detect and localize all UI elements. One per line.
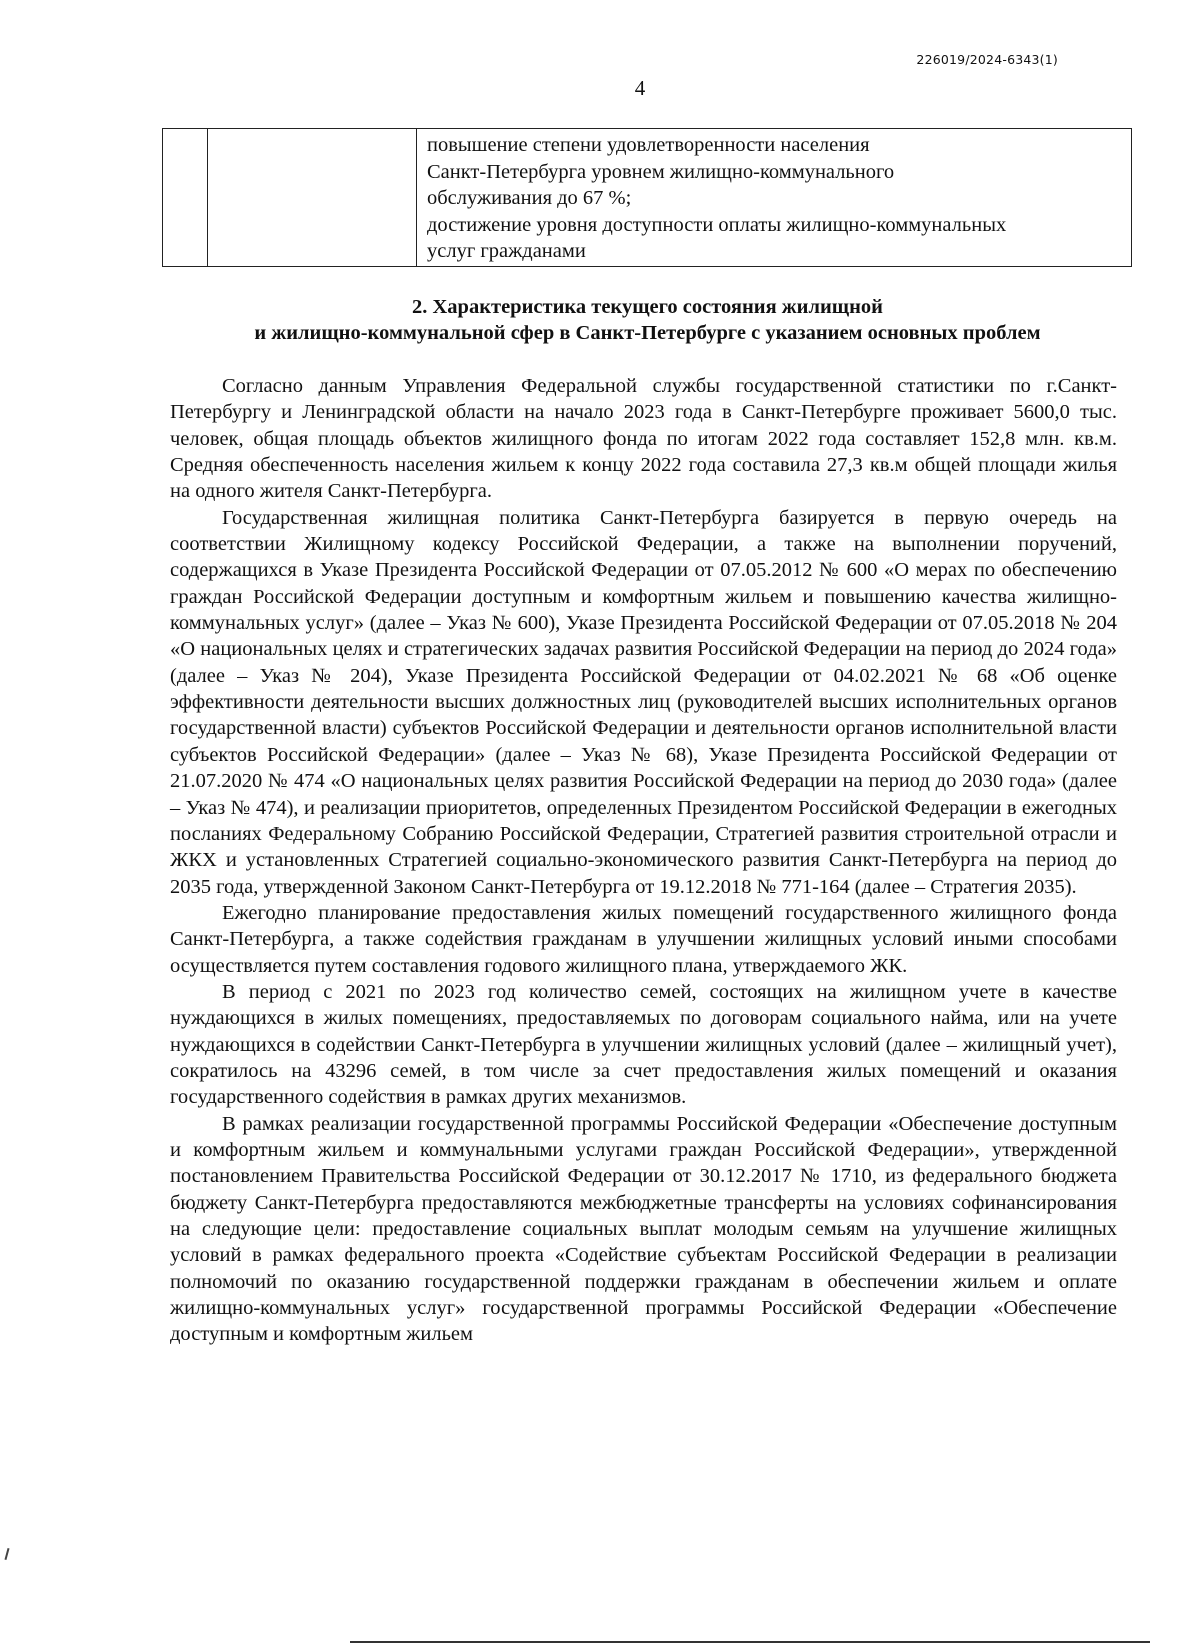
section-heading-line: и жилищно-коммунальной сфер в Санкт-Петербурге с указанием основных проблем: [254, 322, 1041, 344]
paragraph: Государственная жилищная политика Санкт-Петербурга базируется в первую очередь на соответствии Жилищному кодексу Российской Федерации, а также на выполнении поручений, содержащихся в Указе Президента Российской Федерации от 07.05.2012 № 600 «О мерах по обеспечению граждан Российской Федерации доступным и комфортным жильем и повышению качества жилищно-коммунальных услуг» (далее – Указ № 600), Указе Президента Российской Федерации от 07.05.2018 № 204 «О национальных целях и стратегических задачах развития Российской Федерации на период до 2024 года» (далее – Указ № 204), Указе Президента Российской Федерации от 04.02.2021 № 68 «Об оценке эффективности деятельности высших должностных лиц (руководителей высших исполнительных органов государственной власти) субъектов Российской Федерации и деятельности органов исполнительной власти субъектов Российской Федерации» (далее – Указ № 68), Указе Президента Российской Федерации от 21.07.2020 № 474 «О национальных целях развития Российской Федерации на период до 2030 года» (далее – Указ № 474), и реализации приоритетов, определенных Президентом Российской Федерации в ежегодных посланиях Федеральному Собранию Российской Федерации, Стратегией развития строительной отрасли и ЖКХ и установленных Стратегией социально-экономического развития Санкт-Петербурга на период до 2035 года, утвержденной Законом Санкт-Петербурга от 19.12.2018 № 771-164 (далее – Стратегия 2035).: [170, 506, 1117, 898]
page-number: 4: [634, 76, 646, 100]
table-cell-content: [417, 129, 1132, 267]
paragraph: Ежегодно планирование предоставления жилых помещений государственного жилищного фонда Санкт-Петербурга, а также содействия гражданам в улучшении жилищных условий иными способами осуществляется путем составления годового жилищного плана, утверждаемого ЖК.: [170, 901, 1117, 977]
table-row: [163, 129, 1132, 267]
table-line: обслуживания до 67 %;: [427, 187, 632, 209]
table-line: повышение степени удовлетворенности населения: [427, 134, 870, 156]
table-cell-label: [208, 129, 417, 267]
section-heading-line: 2. Характеристика текущего состояния жилищной: [412, 296, 883, 318]
paragraph: Согласно данным Управления Федеральной службы государственной статистики по г.Санкт-Петербургу и Ленинградской области на начало 2023 года в Санкт-Петербурге проживает 5600,0 тыс. человек, общая площадь объектов жилищного фонда по итогам 2022 года составляет 152,8 млн. кв.м. Средняя обеспеченность населения жильем к концу 2022 года составила 27,3 кв.м общей площади жилья на одного жителя Санкт-Петербурга.: [170, 375, 1117, 503]
scan-mark: [4, 1548, 9, 1560]
section-heading: [160, 294, 1135, 346]
table-line: услуг гражданами: [427, 240, 586, 262]
table-cell-number: [163, 129, 208, 267]
paragraph: В рамках реализации государственной программы Российской Федерации «Обеспечение доступным и комфортным жильем и коммунальными услугами граждан Российской Федерации», утвержденной постановлением Правительства Российской Федерации от 30.12.2017 № 1710, из федерального бюджета бюджету Санкт-Петербурга предоставляются межбюджетные трансферты на условиях софинансирования на следующие цели: предоставление социальных выплат молодым семьям на улучшение жилищных условий в рамках федерального проекта «Содействие субъектам Российской Федерации в реализации полномочий по оказанию государственной поддержки гражданам в обеспечении жильем и оплате жилищно-коммунальных услуг» государственной программы Российской Федерации «Обеспечение доступным и комфортным жильем: [170, 1112, 1117, 1346]
table-line: достижение уровня доступности оплаты жилищно-коммунальных: [427, 213, 1007, 236]
body-text: [170, 373, 1117, 1348]
table-line: Санкт-Петербурга уровнем жилищно-коммунального: [427, 160, 895, 183]
scan-edge-line: [350, 1641, 1150, 1643]
paragraph: В период с 2021 по 2023 год количество семей, состоящих на жилищном учете в качестве нуждающихся в жилых помещениях, предоставляемых по договорам социального найма, или на учете нуждающихся в содействии Санкт-Петербурга в улучшении жилищных условий (далее – жилищный учет), сократилось на 43296 семей, в том числе за счет предоставления жилых помещений и оказания государственного содействия в рамках других механизмов.: [170, 980, 1117, 1109]
document-id: 226019/2024-6343(1): [916, 52, 1058, 67]
continuation-table: [162, 128, 1132, 267]
